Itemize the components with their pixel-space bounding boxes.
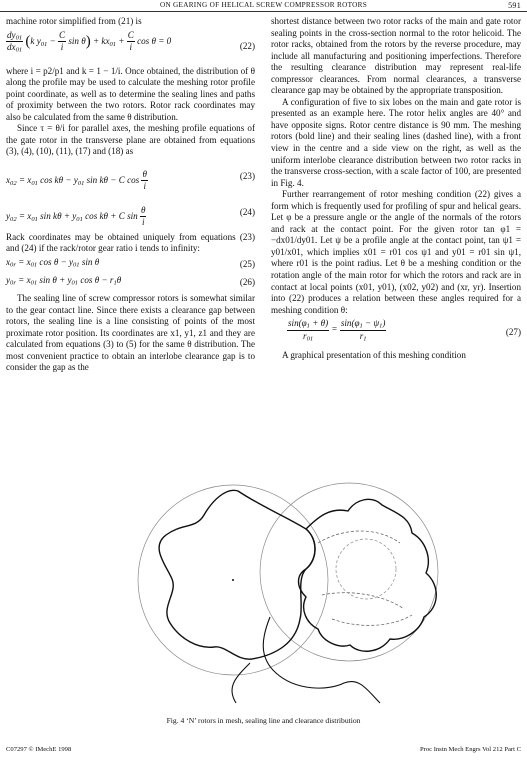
equation-26-number: (26) — [239, 277, 255, 288]
paragraph-rack: Rack coordinates may be obtained uniquely from equations (23) and (24) if the rack/rotor gear ratio i tends to infinity: — [6, 231, 255, 254]
paragraph-sealing: The sealing line of screw compressor rotors is somewhat similar to the gear contact line. Since there exists a clearance gap between rotors, the sealing line is a line consisting of points of the most proximate rotor position. Its coordinates are x1, y1, z1 and they are calculated from equations (3) to (5) for the same θ distribution. The most convenient practice to obtain an interlobe clearance gap is to consider the gap as the — [6, 293, 255, 373]
paragraph-graphical: A graphical presentation of this meshing condition — [282, 350, 466, 361]
equation-27-number: (27) — [505, 327, 521, 338]
equation-22-body: $\frac{dy_{01}}{dx_{01}}$ (k $y_{01}$ − $\frac{C}{i}$ $\sin \theta) + kx_{01}$ + $\frac{C}{i}$ cos θ = 0 — [7, 29, 172, 54]
equation-26 — [6, 275, 255, 291]
equation-23 — [6, 160, 255, 194]
left-column — [6, 16, 255, 374]
equation-25-number: (25) — [239, 259, 255, 270]
paragraph-further: Further rearrangement of rotor meshing condition (22) gives a form which is frequently used for profiling of spur and helical gears. Let φ be a pressure angle or the angle of the normals of the rotors and rack at the contact point. For the given rotor tan φ1 = −dx01/dy01. Let ψ be a profile angle at the contact point, tan ψ1 = y01/x01, which implies x01 = r01 cos ψ1 and y01 = r01 sin ψ1, where r01 is the point radius. Let θ be a meshing condition or the rotation angle of the main rotor for which the rotors and rack are in contact at local points (x01, y01), (x02, y02) and (xr, yr). Insertion into (22) produces a relation between these angles required for a meshing condition θ: — [271, 189, 521, 315]
figure-4 — [0, 477, 527, 709]
rotor-mesh-drawing — [0, 477, 527, 709]
main-rotor-centre — [232, 579, 234, 581]
paragraph-after-22: where i = p2/p1 and k = 1 − 1/i. Once obtained, the distribution of θ along the profile may be used to calculate the meshing rotor profile point coordinate, as well as to determine the sealing lines and paths of proximity between the two rotors. Rotor rack coordinates may also be calculated from the same θ distribution. — [6, 65, 255, 122]
gate-rotor-profile — [299, 499, 437, 651]
main-rotor-profile — [159, 490, 315, 659]
page-number: 591 — [508, 1, 521, 10]
right-column — [271, 16, 521, 362]
equation-24-number: (24) — [239, 207, 255, 218]
footer-copyright: C07297 © IMechE 1998 — [6, 746, 72, 753]
footer-journal: Proc Instn Mech Engrs Vol 212 Part C — [419, 746, 521, 753]
paragraph-intro: machine rotor simplified from (21) is — [6, 16, 142, 26]
equation-25-body: $x_{0r} = x_{01}$ $\cos \theta - y_{01}$ sin θ — [6, 257, 100, 269]
paragraph-continued: shortest distance between two rotor racks of the main and gate rotor sealing points in the cross-section normal to the rotor helicoid. The rotor racks, obtained from the rotors by the reverse procedure, may include all manufacturing and positioning imperfections. Therefore the resulting clearance distribution may represent real-life compressor clearances. From normal clearances, a transverse clearance gap may be obtained by the appropriate transposition. — [271, 16, 521, 96]
paragraph-configuration: A configuration of five to six lobes on the main and gate rotor is presented as an example here. The rotor helix angles are 40° and have opposite signs. Rotor centre distance is 90 mm. The meshing rotors (bold line) and their sealing lines (dashed line), with a front view in the centre and a side view on the right, as well as the uniform interlobe clearance distribution between two rotor racks in the transverse cross-section, with a scale factor of 100, are presented in Fig. 4. — [271, 96, 521, 188]
equation-23-number: (23) — [239, 171, 255, 182]
equation-27-body: $\frac{\sin(\varphi_1 + \theta)}{r_{01}}$ = $\frac{\sin(\varphi_1 - \psi_1)}{r_1}$ — [288, 318, 386, 343]
equation-22-number: (22) — [239, 40, 255, 51]
equation-23-body: $x_{02} = x_{01}$ $\cos k\theta - y_{01}$ sin kθ − C cos $\frac{\theta}{i}$ — [6, 168, 147, 192]
equation-25 — [6, 257, 255, 273]
equation-26-body: $y_{0r} = x_{01}$ $\sin \theta + y_{01}$ $\cos \theta - r_1\theta$ — [6, 275, 122, 287]
equation-27 — [271, 318, 521, 348]
equation-24 — [6, 196, 255, 230]
figure-caption: Fig. 4 ‘N’ rotors in mesh, sealing line and clearance distribution — [166, 716, 361, 725]
equation-24-body: $y_{02} = x_{01}$ $\sin k\theta + y_{01}$ cos kθ + C sin $\frac{\theta}{i}$ — [6, 204, 146, 228]
paragraph-since: Since τ = θ/i for parallel axes, the meshing profile equations of the gate rotor in the transverse plane are obtained from equations (3), (4), (10), (11), (17) and (18) as — [6, 123, 255, 157]
running-title: ON GEARING OF HELICAL SCREW COMPRESSOR ROTORS — [159, 1, 368, 9]
equation-22 — [6, 30, 255, 64]
clearance-curve-inner — [232, 663, 250, 703]
sealing-line — [318, 531, 412, 625]
gate-rotor-hub — [336, 539, 396, 599]
running-header — [0, 1, 527, 12]
